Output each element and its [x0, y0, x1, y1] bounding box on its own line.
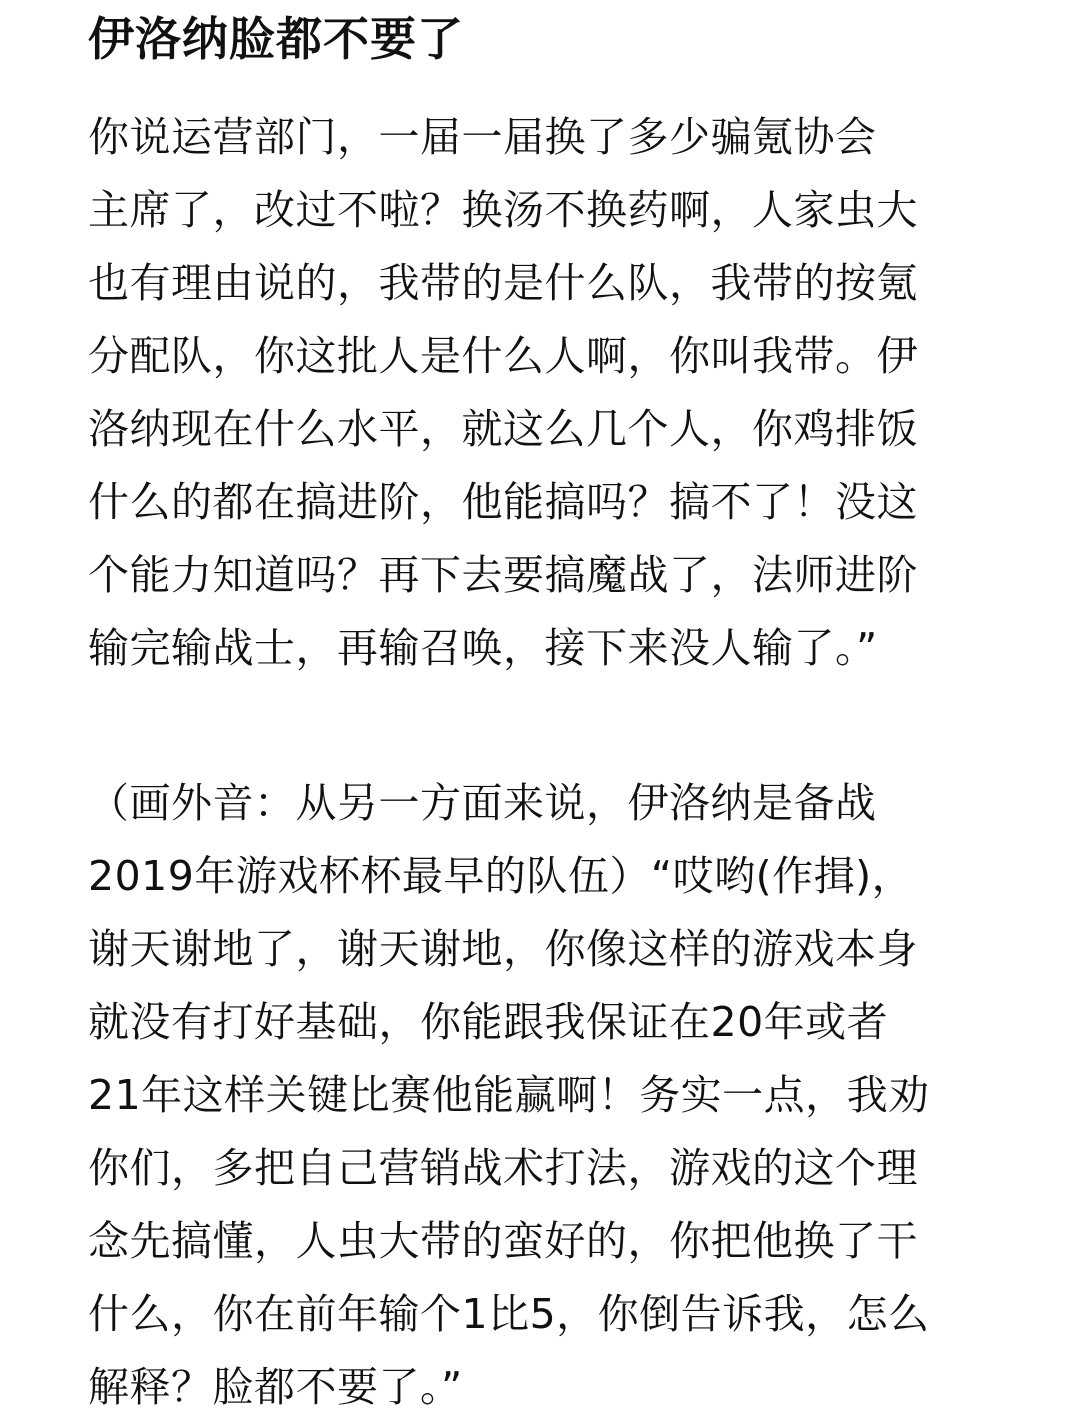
text-line: 洛纳现在什么水平，就这么几个人，你鸡排饭 — [88, 405, 918, 453]
paragraph-2 — [88, 767, 998, 1424]
text-line: 输完输战士，再输召唤，接下来没人输了。” — [88, 624, 878, 672]
text-line: 就没有打好基础，你能跟我保证在20年或者 — [88, 998, 889, 1046]
text-line: 念先搞懂，人虫大带的蛮好的，你把他换了干 — [88, 1217, 918, 1265]
text-line: （画外音：从另一方面来说，伊洛纳是备战 — [88, 779, 877, 827]
text-line: 主席了，改过不啦？换汤不换药啊，人家虫大 — [88, 186, 918, 234]
text-line: 你说运营部门，一届一届换了多少骗氪协会 — [88, 113, 877, 161]
text-line: 分配队，你这批人是什么人啊，你叫我带。伊 — [88, 332, 918, 380]
article-title: 伊洛纳脸都不要了 — [88, 12, 464, 66]
text-line: 解释？脸都不要了。” — [88, 1363, 463, 1411]
text-line: 2019年游戏杯杯最早的队伍）“哎哟(作揖)， — [88, 852, 914, 900]
text-line: 21年这样关键比赛他能赢啊！务实一点，我劝 — [88, 1071, 930, 1119]
paragraph-1 — [88, 101, 998, 685]
text-line: 谢天谢地了，谢天谢地，你像这样的游戏本身 — [88, 925, 918, 973]
text-line: 什么，你在前年输个1比5，你倒告诉我，怎么 — [88, 1290, 930, 1338]
text-line: 什么的都在搞进阶，他能搞吗？搞不了！没这 — [88, 478, 918, 526]
text-line: 你们，多把自己营销战术打法，游戏的这个理 — [88, 1144, 918, 1192]
text-line: 也有理由说的，我带的是什么队，我带的按氪 — [88, 259, 918, 307]
text-line: 个能力知道吗？再下去要搞魔战了，法师进阶 — [88, 551, 918, 599]
